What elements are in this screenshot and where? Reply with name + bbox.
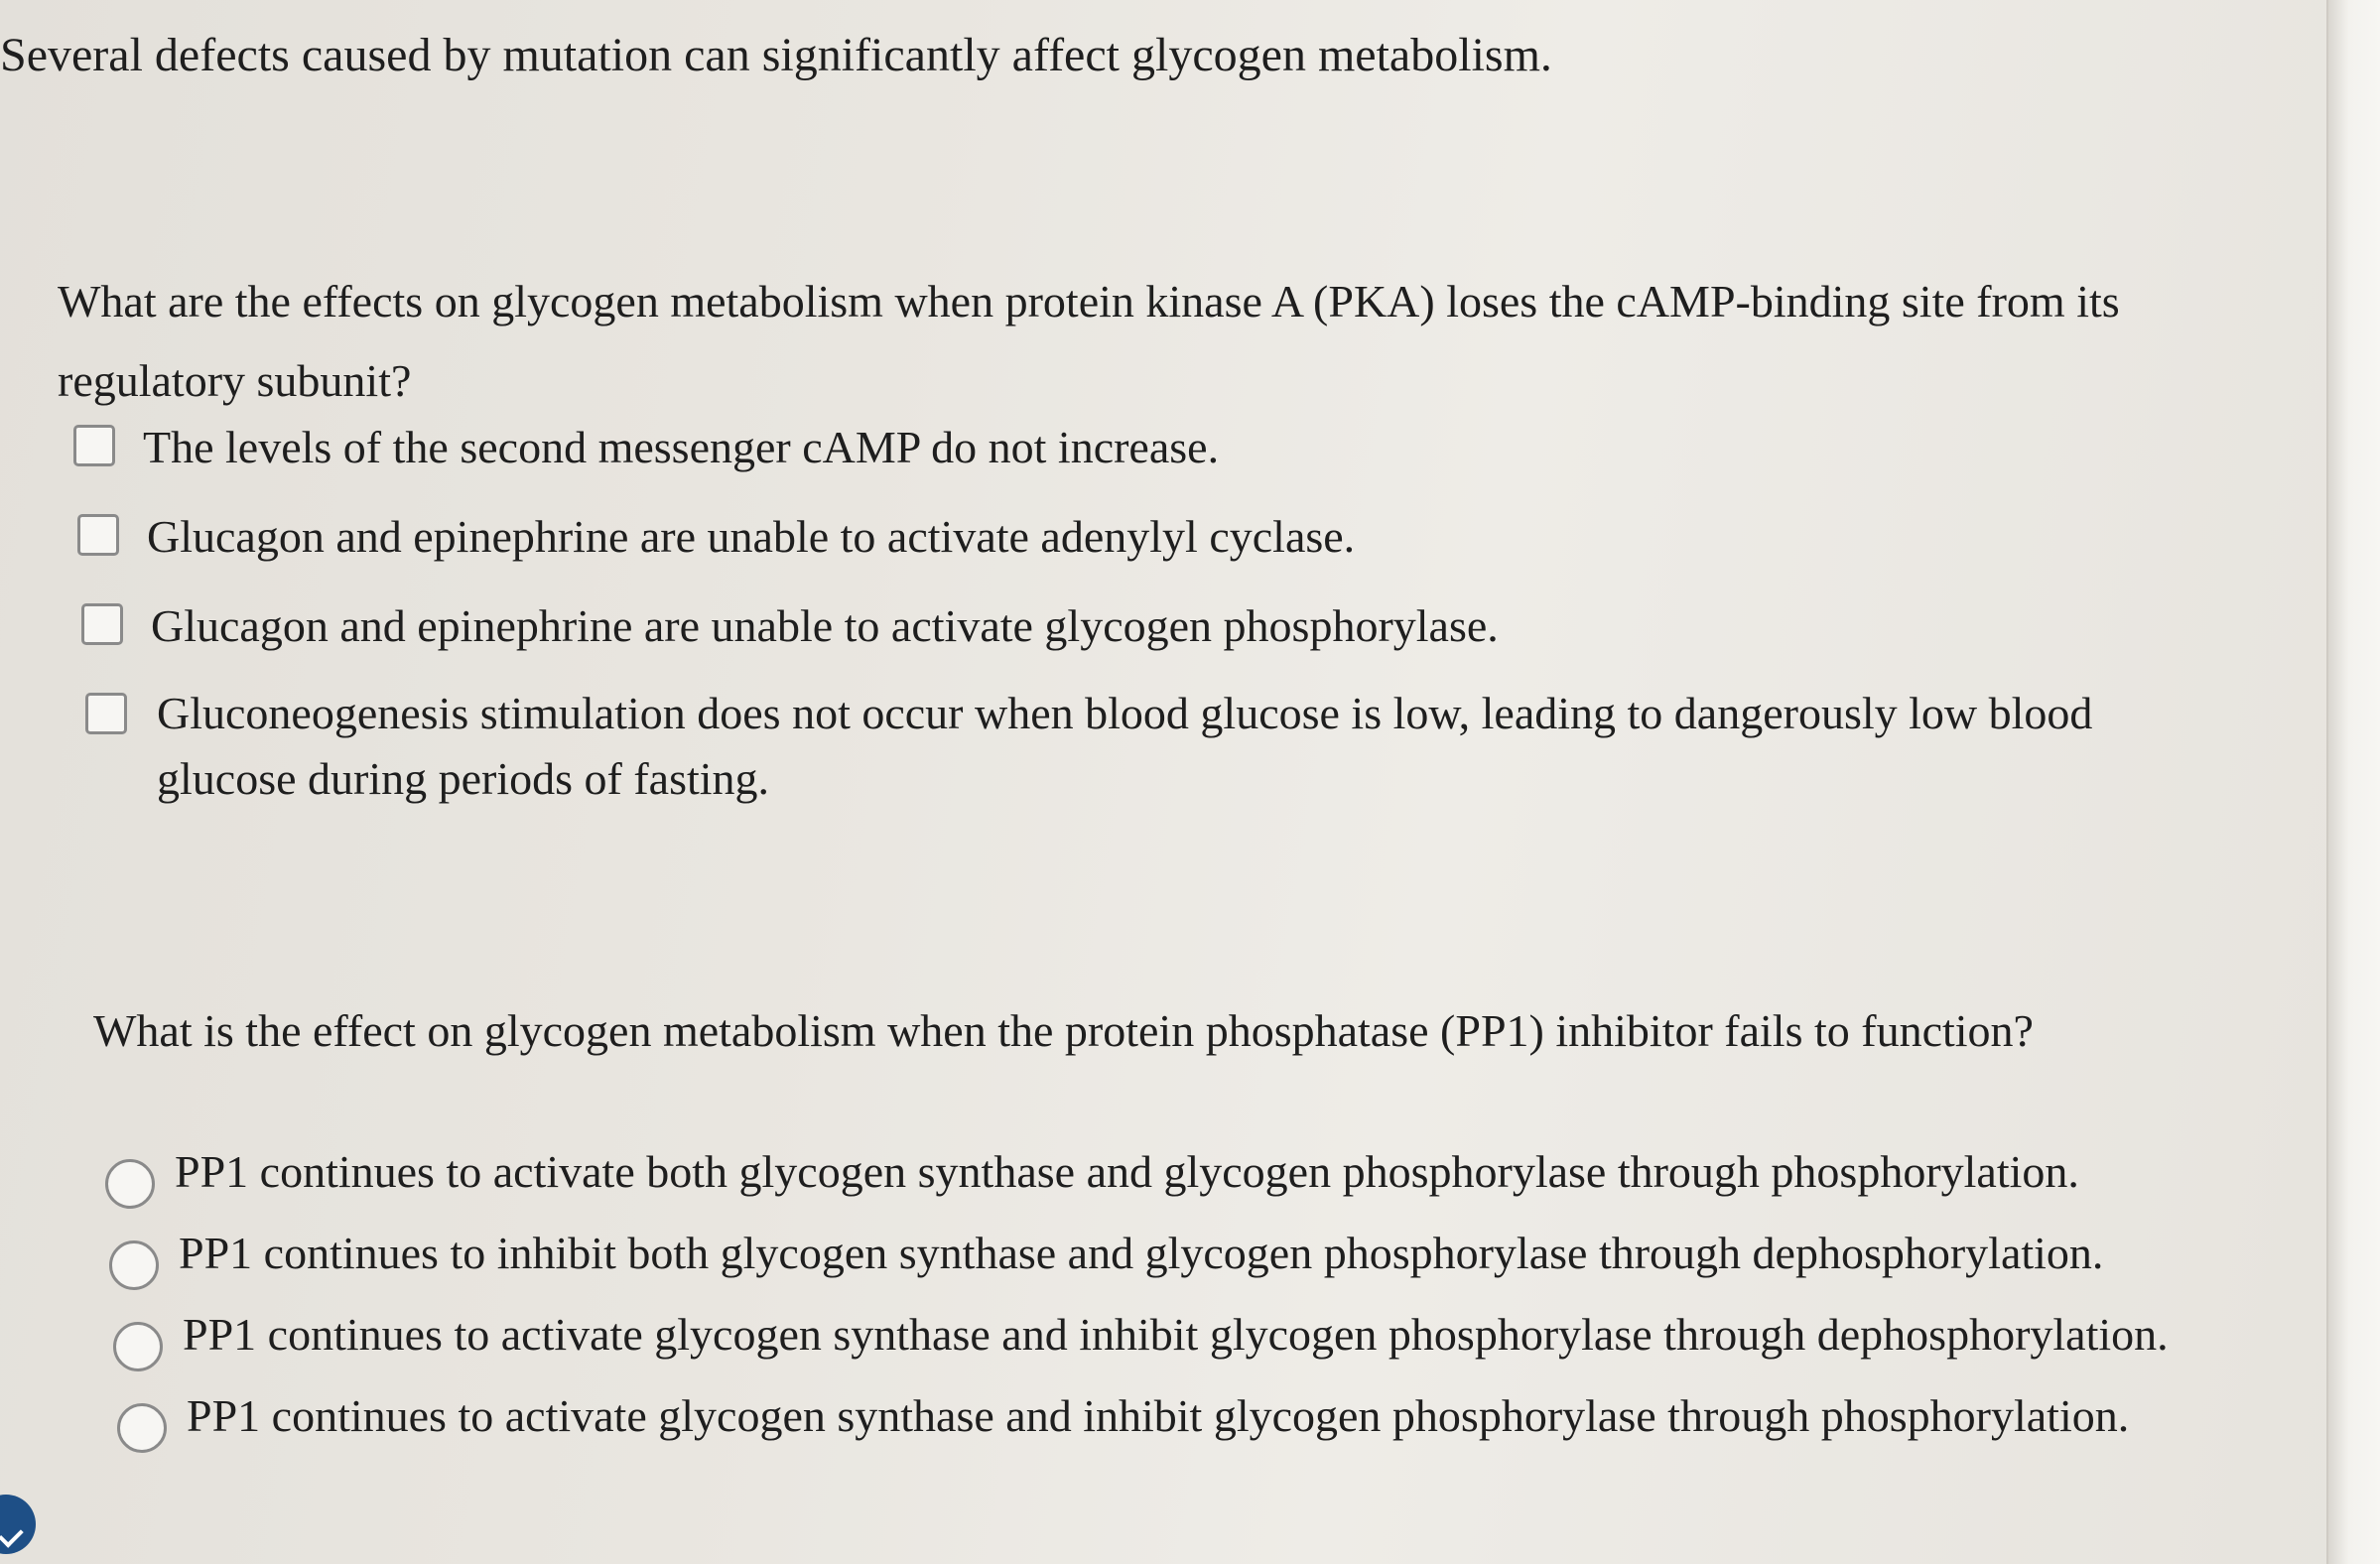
option-c-radio[interactable] [113,1322,163,1371]
option-a-label[interactable]: PP1 continues to activate both glycogen synthase and glycogen phosphorylase through phosphorylation. [175,1146,2079,1197]
question-1-prompt: What are the effects on glycogen metabolism when protein kinase A (PKA) loses the cAMP-binding site from its regulatory subunit? [58,276,2120,406]
option-d-radio[interactable] [117,1403,167,1453]
option-b-radio[interactable] [109,1240,159,1290]
option-b-label[interactable]: PP1 continues to inhibit both glycogen synthase and glycogen phosphorylase through dephosphorylation. [179,1228,2104,1278]
option-a-radio[interactable] [105,1159,155,1209]
option-c-label[interactable]: PP1 continues to activate glycogen synthase and inhibit glycogen phosphorylase through dephosphorylation. [183,1309,2169,1360]
option-2-label[interactable]: Glucagon and epinephrine are unable to activate adenylyl cyclase. [147,511,1356,562]
checkmark-badge-icon[interactable] [0,1495,36,1554]
window-edge [2326,0,2380,1564]
option-1-checkbox[interactable] [73,425,115,466]
question-2-prompt: What is the effect on glycogen metabolism when the protein phosphatase (PP1) inhibitor fails to function? [93,1005,2034,1056]
intro-text: Several defects caused by mutation can significantly affect glycogen metabolism. [0,29,1552,81]
option-d-label[interactable]: PP1 continues to activate glycogen synthase and inhibit glycogen phosphorylase through phosphorylation. [187,1390,2130,1441]
option-4-label[interactable]: Gluconeogenesis stimulation does not occur when blood glucose is low, leading to dangerously low blood glucose during periods of fasting. [157,688,2093,804]
option-1-label[interactable]: The levels of the second messenger cAMP do not increase. [143,422,1220,472]
option-3-checkbox[interactable] [81,603,123,645]
option-4-checkbox[interactable] [85,693,127,734]
option-2-checkbox[interactable] [77,514,119,556]
option-3-label[interactable]: Glucagon and epinephrine are unable to activate glycogen phosphorylase. [151,600,1499,651]
